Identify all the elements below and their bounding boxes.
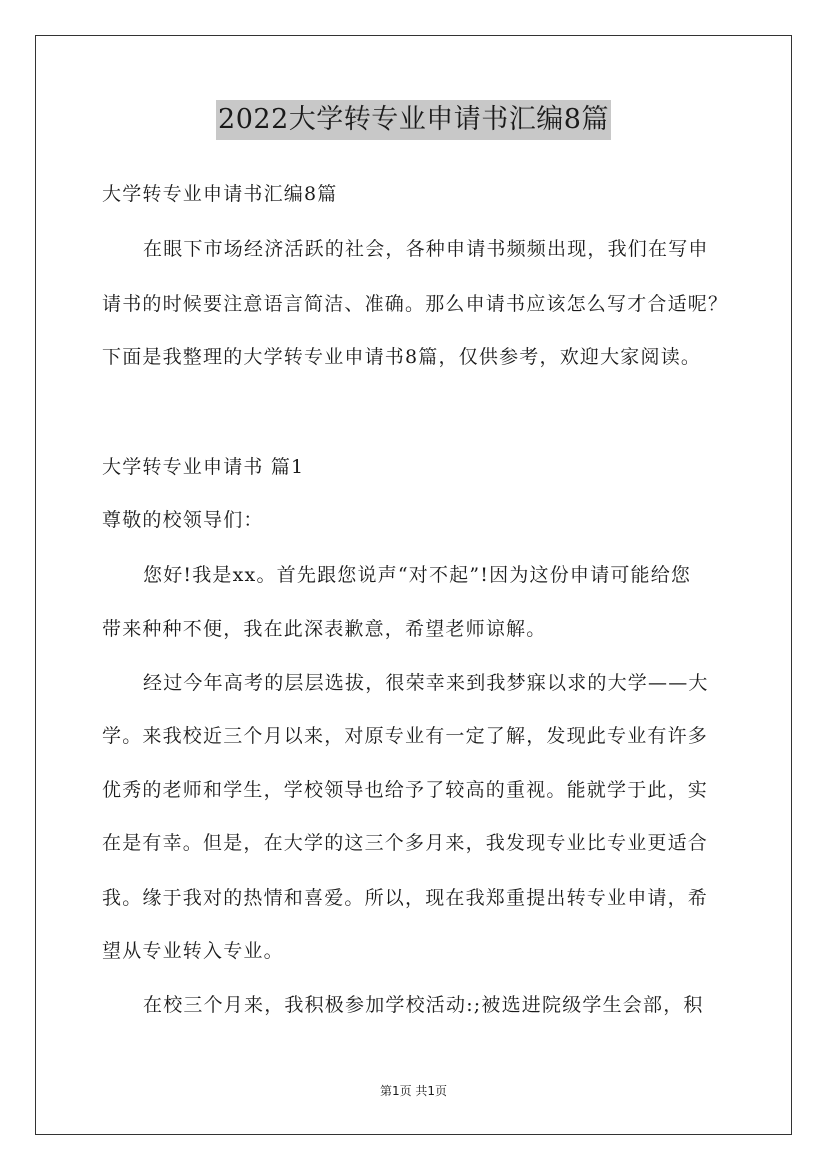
intro-line-3: 下面是我整理的大学转专业申请书8篇，仅供参考，欢迎大家阅读。 xyxy=(102,346,702,368)
paragraph2-line-5: 我。缘于我对的热情和喜爱。所以，现在我郑重提出转专业申请，希 xyxy=(102,887,709,909)
title-container xyxy=(0,100,827,140)
paragraph1-line-2: 带来种种不便，我在此深表歉意，希望老师谅解。 xyxy=(102,618,547,640)
section-heading: 大学转专业申请书 篇1 xyxy=(102,456,305,478)
paragraph1-line-1: 您好!我是xx。首先跟您说声“对不起”!因为这份申请可能给您 xyxy=(143,564,692,586)
document-title: 2022大学转专业申请书汇编8篇 xyxy=(216,100,611,140)
document-subtitle: 大学转专业申请书汇编8篇 xyxy=(102,183,338,205)
paragraph3-line-1: 在校三个月来，我积极参加学校活动:;被选进院级学生会部，积 xyxy=(143,994,704,1016)
page-footer: 第1页 共1页 xyxy=(379,1084,448,1098)
paragraph2-line-6: 望从专业转入专业。 xyxy=(102,940,284,962)
paragraph2-line-3: 优秀的老师和学生，学校领导也给予了较高的重视。能就学于此，实 xyxy=(102,779,709,801)
salutation: 尊敬的校领导们： xyxy=(102,509,264,531)
paragraph2-line-2: 学。来我校近三个月以来，对原专业有一定了解，发现此专业有许多 xyxy=(102,725,709,747)
paragraph2-line-4: 在是有幸。但是，在大学的这三个多月来，我发现专业比专业更适合 xyxy=(102,832,709,854)
intro-line-1: 在眼下市场经济活跃的社会，各种申请书频频出现，我们在写申 xyxy=(143,238,709,260)
paragraph2-line-1: 经过今年高考的层层选拔，很荣幸来到我梦寐以求的大学——大 xyxy=(143,672,709,694)
intro-line-2: 请书的时候要注意语言简洁、准确。那么申请书应该怎么写才合适呢？ xyxy=(102,293,729,315)
